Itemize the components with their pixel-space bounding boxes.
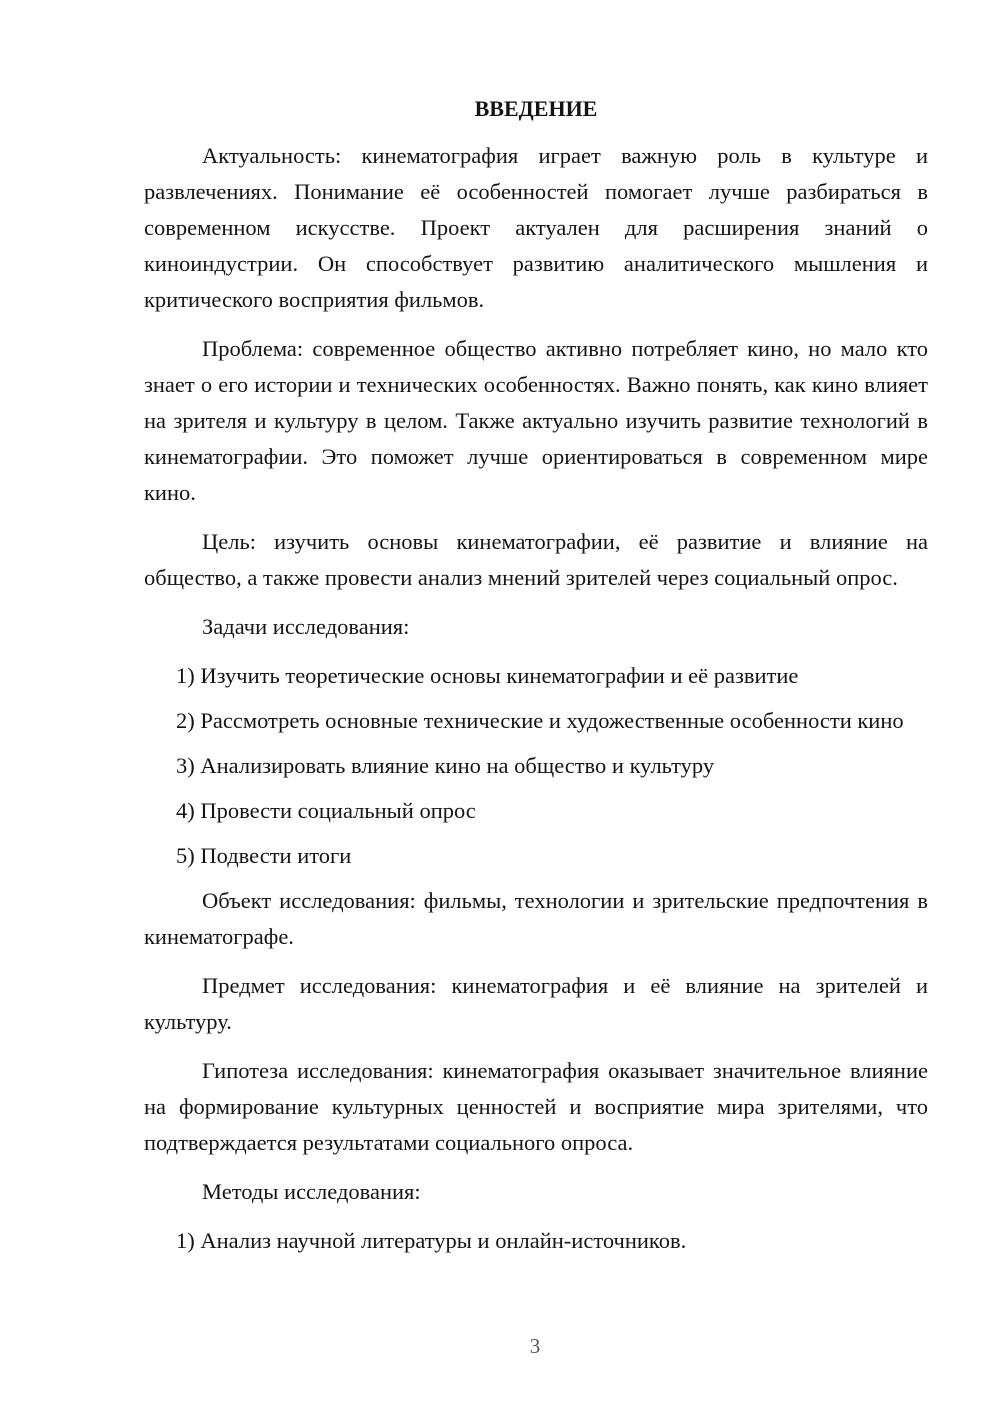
methods-heading: Методы исследования: <box>202 1179 421 1204</box>
subject-paragraph: Предмет исследования: кинематография и её влияние на зрителей и культуру. <box>144 973 928 1034</box>
problem-paragraph: Проблема: современное общество активно потребляет кино, но мало кто знает о его истории и технических особенностях. Важно понять, как кино влияет на зрителя и культуру в целом. Также актуально изучить развитие технологий в кинематографии. Это поможет лучше ориентироваться в современном мире кино. <box>144 336 928 505</box>
task-item-5: 5) Подвести итоги <box>176 843 352 868</box>
goal-paragraph: Цель: изучить основы кинематографии, её развитие и влияние на общество, а также провести анализ мнений зрителей через социальный опрос. <box>144 529 928 590</box>
document-page <box>144 94 928 1268</box>
tasks-heading: Задачи исследования: <box>202 614 410 639</box>
task-item-4: 4) Провести социальный опрос <box>176 798 476 823</box>
page-title: ВВЕДЕНИЕ <box>474 96 598 121</box>
task-item-2: 2) Рассмотреть основные технические и художественные особенности кино <box>176 708 904 733</box>
hypothesis-paragraph: Гипотеза исследования: кинематография оказывает значительное влияние на формирование культурных ценностей и восприятие мира зрителями, что подтверждается результатами социального опроса. <box>144 1058 928 1155</box>
object-paragraph: Объект исследования: фильмы, технологии и зрительские предпочтения в кинематографе. <box>144 888 928 949</box>
page-number: 3 <box>529 1334 541 1358</box>
task-item-1: 1) Изучить теоретические основы кинематографии и её развитие <box>176 663 799 688</box>
method-item-1: 1) Анализ научной литературы и онлайн-источников. <box>176 1228 687 1253</box>
task-item-3: 3) Анализировать влияние кино на общество и культуру <box>176 753 715 778</box>
relevance-paragraph: Актуальность: кинематография играет важную роль в культуре и развлечениях. Понимание её особенностей помогает лучше разбираться в современном искусстве. Проект актуален для расширения знаний о киноиндустрии. Он способствует развитию аналитического мышления и критического восприятия фильмов. <box>144 143 928 312</box>
